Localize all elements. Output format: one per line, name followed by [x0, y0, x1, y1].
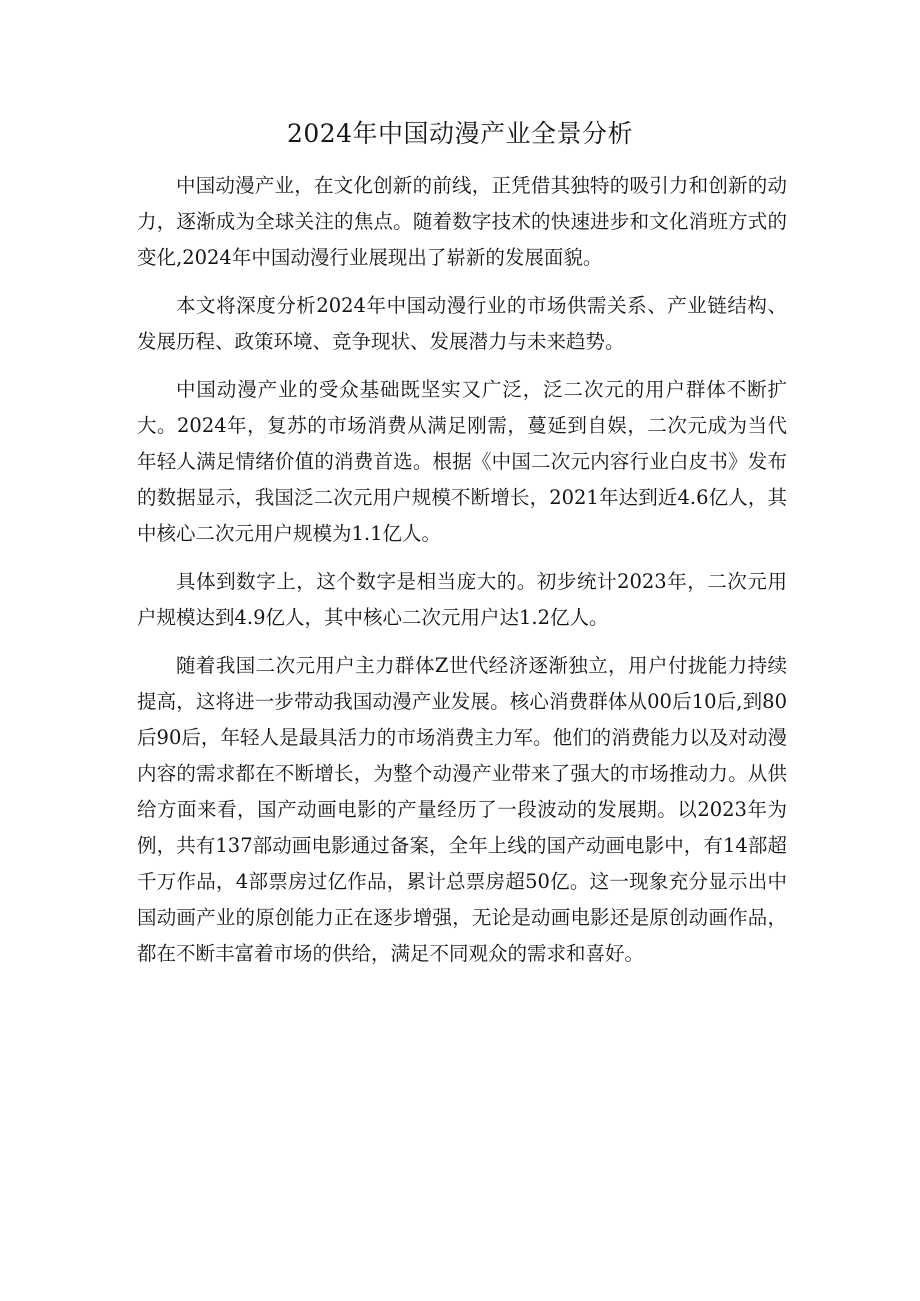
- document-body: [137, 168, 787, 984]
- document-title: 2024年中国动漫产业全景分析: [286, 119, 634, 148]
- paragraph-scope: 本文将深度分析2024年中国动漫行业的市场供需关系、产业链结构、发展历程、政策环境、竞争现状、发展潜力与未来趋势。: [137, 294, 787, 353]
- paragraph-user-scale: 具体到数字上，这个数字是相当庞大的。初步统计2023年，二次元用户规模达到4.9亿人，其中核心二次元用户达1.2亿人。: [137, 570, 787, 629]
- paragraph-audience: 中国动漫产业的受众基础既坚实又广泛，泛二次元的用户群体不断扩大。2024年，复苏的市场消费从满足刚需，蔓延到自娱，二次元成为当代年轻人满足情绪价值的消费首选。根据《中国二次元内容行业白皮书》发布的数据显示，我国泛二次元用户规模不断增长，2021年达到近4.6亿人，其中核心二次元用户规模为1.1亿人。: [137, 378, 787, 545]
- paragraph-market-supply: 随着我国二次元用户主力群体Z世代经济逐渐独立，用户付拢能力持续提高，这将进一步带动我国动漫产业发展。核心消费群体从00后10后,到80后90后，年轻人是最具活力的市场消费主力军。他们的消费能力以及对动漫内容的需求都在不断增长，为整个动漫产业带来了强大的市场推动力。从供给方面来看，国产动画电影的产量经历了一段波动的发展期。以2023年为例，共有137部动画电影通过备案，全年上线的国产动画电影中，有14部超千万作品，4部票房过亿作品，累计总票房超50亿。这一现象充分显示出中国动画产业的原创能力正在逐步增强，无论是动画电影还是原创动画作品，都在不断丰富着市场的供给，满足不同观众的需求和喜好。: [137, 654, 787, 965]
- paragraph-intro: 中国动漫产业，在文化创新的前线，正凭借其独特的吸引力和创新的动力，逐渐成为全球关注的焦点。随着数字技术的快速进步和文化消班方式的变化,2024年中国动漫行业展现出了崭新的发展面貌。: [137, 174, 787, 269]
